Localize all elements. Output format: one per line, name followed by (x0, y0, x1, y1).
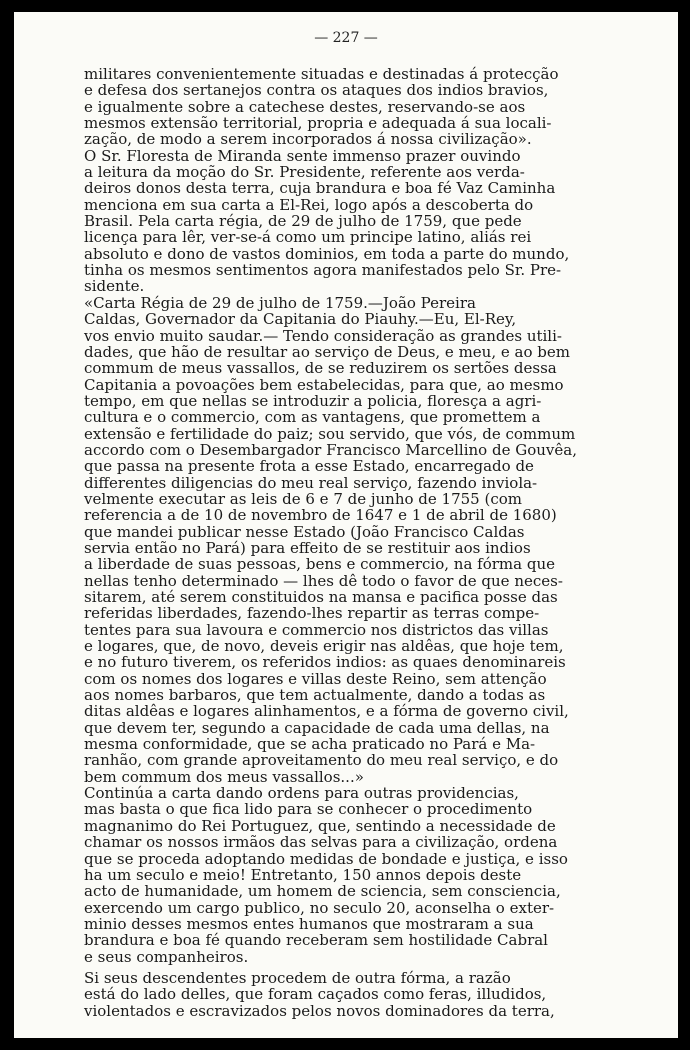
paragraph: Si seus descendentes procedem de outra fórma, a razão está do lado delles, que foram caçados como feras, illudidos, violentados e escravizados pelos novos dominadores da terra, (84, 968, 555, 1020)
paragraph: militares convenientemente situadas e destinadas á protecção e defesa dos sertanejos contra os ataques dos indios bravios, e igualmente sobre a catechese destes, reservando-se aos mesmos extensão territorial, propria e adequada á sua locali- zação, de modo a serem incorporados á nossa civilização». (84, 65, 559, 149)
paragraph: «Carta Régia de 29 de julho de 1759.—João Pereira Caldas, Governador da Capitania do Piauhy.—Eu, El-Rey, vos envio muito saudar.— Tendo consideração as grandes utili- dades, que hão de resultar ao serviço de Deus, e meu, e ao bem commum de meus vassallos, de se reduzirem os sertões dessa Capitania a povoações bem estabelecidas, para que, ao mesmo tempo, em que nellas se introduzir a policia, floresça a agri- cultura e o commercio, com as vantagens, que promettem a extensão e fertilidade do paiz; sou servido, que vós, de commum accordo com o Desembargador Francisco Marcellino de Gouvêa, que passa na presente frota a esse Estado, encarregado de differentes diligencias do meu real serviço, fazendo inviola- velmente executar as leis de 6 e 7 de junho de 1755 (com referencia a de 10 de novembro de 1647 e 1 de abril de 1680) que mandei publicar nesse Estado (João Francisco Caldas servia então no Pará) para effeito de se restituir aos indios a liberdade de suas pessoas, bens e commercio, na fórma que nellas tenho determinado — lhes dê todo o favor de que neces- sitarem, até serem constituidos na mansa e pacifica posse das referidas liberdades, fazendo-lhes repartir as terras compe- tentes para sua lavoura e commercio nos districtos das villas e logares, que, de novo, deveis erigir nas aldêas, que hoje tem, e no futuro tiverem, os referidos indios: as quaes denominareis com os nomes dos logares e villas deste Reino, sem attenção aos nomes barbaros, que tem actualmente, dando a todas as ditas aldêas e logares alinhamentos, e a fórma de governo civil, que devem ter, segundo a capacidade de cada uma dellas, na mesma conformidade, que se acha praticado no Pará e Ma- ranhão, com grande aproveitamento do meu real serviço, e do bem commum dos meus vassallos...» (84, 293, 577, 786)
paragraph: Continúa a carta dando ordens para outras providencias, mas basta o que fica lido para se conhecer o procedimento magnanimo do Rei Portuguez, que, sentindo a necessidade de chamar os nossos irmãos das selvas para a civilização, ordena que se proceda adoptando medidas de bondade e justiça, e isso ha um seculo e meio! Entretanto, 150 annos depois deste acto de humanidade, um homem de sciencia, sem consciencia, exercendo um cargo publico, no seculo 20, aconselha o exter- minio desses mesmos entes humanos que mostraram a sua brandura e boa fé quando receberam sem hostilidade Cabral e seus companheiros. (84, 784, 568, 966)
page-number: — 227 — (314, 30, 378, 46)
document-page (14, 12, 678, 1038)
paragraph: O Sr. Floresta de Miranda sente immenso prazer ouvindo a leitura da moção do Sr. Presidente, referente aos verda- deiros donos desta terra, cuja brandura e boa fé Vaz Caminha menciona em sua carta a El-Rei, logo após a descoberta do Brasil. Pela carta régia, de 29 de julho de 1759, que pede licença para lêr, ver-se-á como um principe latino, aliás rei absoluto e dono de vastos dominios, em toda a parte do mundo, tinha os mesmos sentimentos agora manifestados pelo Sr. Pre- sidente. (84, 146, 570, 296)
body-text (84, 66, 614, 1019)
